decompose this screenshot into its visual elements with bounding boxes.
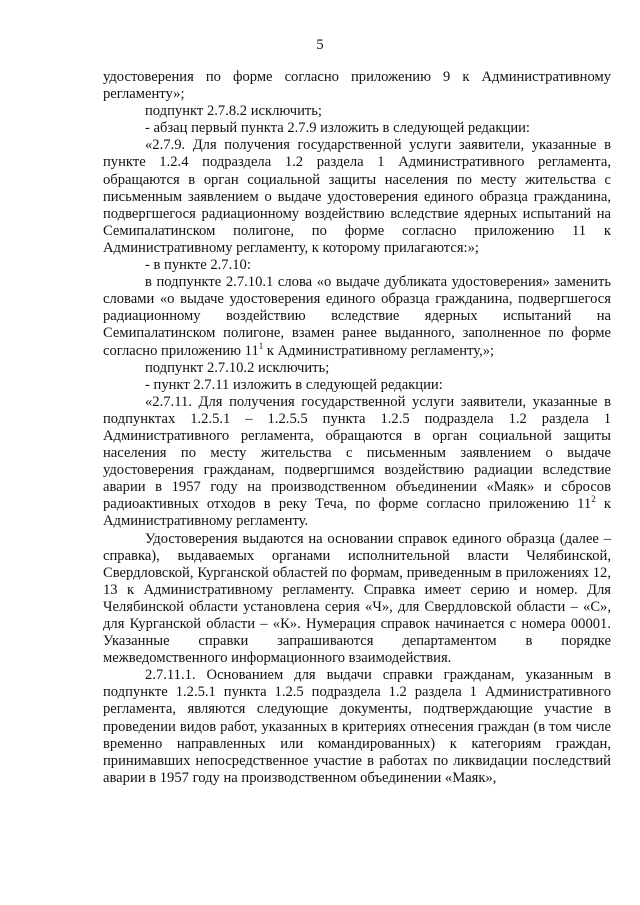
paragraph-9 [103,394,611,531]
paragraph-8: - пункт 2.7.11 изложить в следующей редакции: [145,376,443,393]
paragraph-6-text-tail: к Административному регламенту,»; [263,342,495,359]
superscript-marker: 2 [591,494,596,505]
page-number: 5 [316,37,324,53]
paragraph-3: - абзац первый пункта 2.7.9 изложить в следующей редакции: [145,120,530,137]
paragraph-4: «2.7.9. Для получения государственной услуги заявители, указанные в пункте 1.2.4 подраздела 1.2 раздела 1 Административного регламента, обращаются в орган социальной защиты населения по месту жительства с письменным заявлением о выдаче удостоверения единого образца гражданина, подвергшегося радиационному воздействию вследствие ядерных испытаний на Семипалатинском полигоне, по форме согласно приложению 11 к Административному регламенту, к которому прилагаются:»; [103,137,611,256]
paragraph-11: 2.7.11.1. Основанием для выдачи справки гражданам, указанным в подпункте 1.2.5.1 пункта 1.2.5 подраздела 1.2 раздела 1 Административного регламента, являются следующие документы, подтверждающие участие в проведении видов работ, указанных в критериях отнесения граждан (в том числе временно направленных или командированных) к категориям граждан, принимавших непосредственное участие в работах по ликвидации последствий аварии в 1957 году на производственном объединении «Маяк», [103,667,611,786]
paragraph-6-text: в подпункте 2.7.10.1 слова «о выдаче дубликата удостоверения» заменить словами «о выдаче удостоверения единого образца гражданина, подвергшегося радиационному воздействию вследствие ядерных испытаний на Семипалатинском полигоне, взамен ранее выданного, заполненное по форме согласно приложению 11 [103,274,611,359]
paragraph-5: - в пункте 2.7.10: [145,257,251,274]
paragraph-10: Удостоверения выдаются на основании справок единого образца (далее – справка), выдаваемых органами исполнительной власти Челябинской, Свердловской, Курганской областей по формам, приведенным в приложениях 12, 13 к Административному регламенту. Справка имеет серию и номер. Для Челябинской области установлена серия «Ч», для Свердловской области – «С», для Курганской области – «К». Нумерация справок начинается с номера 00001. Указанные справки запрашиваются департаментом в порядке межведомственного информационного взаимодействия. [103,530,611,667]
document-body [103,69,611,787]
superscript-marker: 1 [258,340,264,351]
paragraph-6 [103,274,611,359]
paragraph-9-text-tail: к Административному регламенту. [103,496,611,530]
paragraph-2: подпункт 2.7.8.2 исключить; [145,103,322,120]
paragraph-1: удостоверения по форме согласно приложению 9 к Административному регламенту»; [103,69,611,103]
paragraph-9-text: «2.7.11. Для получения государственной услуги заявители, указанные в подпунктах 1.2.5.1 – 1.2.5.5 пункта 1.2.5 подраздела 1.2 раздела 1 Административного регламента, обращаются в орган социальной защиты населения по месту жительства с письменным заявлением о выдаче удостоверения гражданам, подвергшимся воздействию радиации вследствие аварии в 1957 году на производственном объединении «Маяк» и сбросов радиоактивных отходов в реку Теча, по форме согласно приложению 11 [103,393,611,513]
paragraph-7: подпункт 2.7.10.2 исключить; [145,359,330,376]
